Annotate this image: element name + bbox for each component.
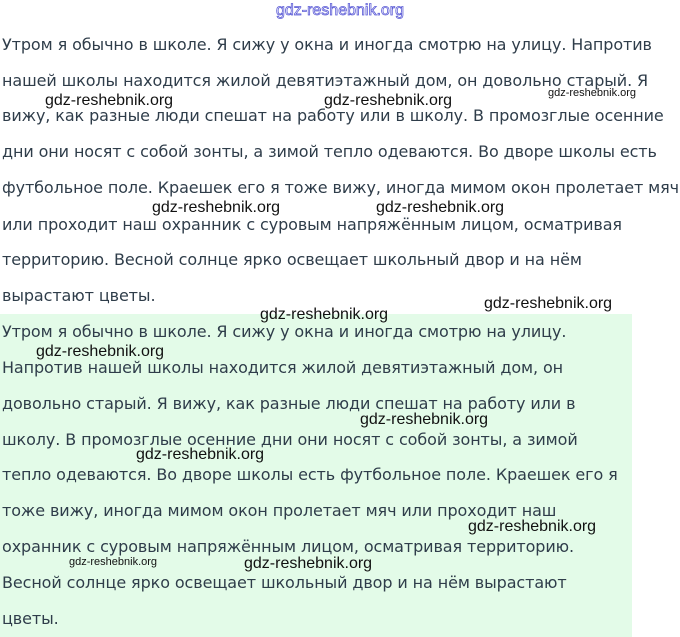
text-line: футбольное поле. Краешек его я тоже вижу, иногда мимом окон пролетает мяч (2, 178, 680, 197)
text-line: тоже вижу, иногда мимом окон пролетает мяч или проходит наш (2, 501, 557, 520)
watermark: gdz-reshebnik.org (376, 199, 505, 216)
text-line: нашей школы находится жилой девятиэтажный дом, он довольно старый. Я (2, 71, 649, 90)
text-line: вырастают цветы. (2, 286, 156, 305)
watermark: gdz-reshebnik.org (260, 306, 389, 323)
site-header-link[interactable]: gdz-reshebnik.org (275, 2, 405, 19)
watermark: gdz-reshebnik.org (36, 343, 165, 360)
watermark: gdz-reshebnik.org (484, 295, 613, 312)
text-line: территорию. Весной солнце ярко освещает школьный двор и на нём (2, 250, 582, 269)
watermark: gdz-reshebnik.org (152, 199, 281, 216)
text-line: школу. В промозглые осенние дни они носят с собой зонты, а зимой (2, 430, 578, 449)
watermark: gdz-reshebnik.org (136, 446, 265, 463)
text-line: дни они носят с собой зонты, а зимой тепло одеваются. Во дворе школы есть (2, 142, 657, 161)
watermark: gdz-reshebnik.org (244, 555, 373, 572)
text-line: охранник с суровым напряжённым лицом, осматривая территорию. (2, 537, 575, 556)
text-line: Напротив нашей школы находится жилой девятиэтажный дом, он (2, 358, 563, 377)
watermark: gdz-reshebnik.org (45, 92, 174, 109)
text-line: довольно старый. Я вижу, как разные люди спешат на работу или в (2, 394, 576, 413)
text-line: или проходит наш охранник с суровым напряжённым лицом, осматривая (2, 215, 622, 234)
watermark: gdz-reshebnik.org (468, 518, 597, 535)
watermark: gdz-reshebnik.org (548, 87, 637, 99)
text-line: Утром я обычно в школе. Я сижу у окна и иногда смотрю на улицу. Напротив (2, 35, 652, 54)
watermark: gdz-reshebnik.org (324, 92, 453, 109)
site-header[interactable] (0, 2, 680, 20)
text-line: тепло одеваются. Во дворе школы есть футбольное поле. Краешек его я (2, 465, 618, 484)
text-line: вижу, как разные люди спешат на работу или в школу. В промозглые осенние (2, 106, 664, 125)
text-line: цветы. (2, 609, 59, 628)
text-line: Утром я обычно в школе. Я сижу у окна и иногда смотрю на улицу. (2, 322, 567, 341)
watermark: gdz-reshebnik.org (360, 411, 489, 428)
text-line: Весной солнце ярко освещает школьный двор и на нём вырастают (2, 573, 567, 592)
watermark: gdz-reshebnik.org (69, 556, 158, 568)
